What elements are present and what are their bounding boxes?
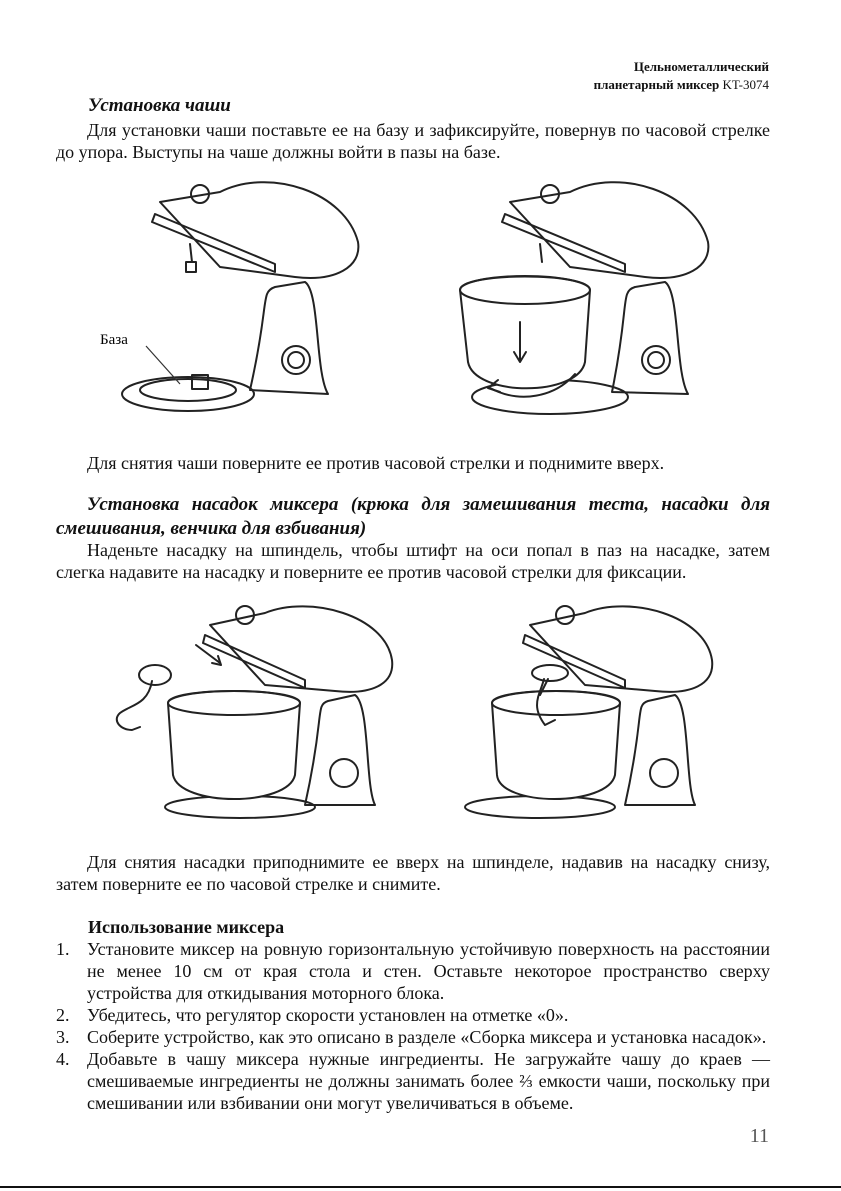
bottom-rule [0, 1186, 841, 1188]
mixer-illustration [122, 182, 358, 411]
header-line-2 [594, 76, 769, 94]
mixer-illustration [465, 606, 712, 818]
section-bowl-title: Установка чаши [88, 95, 231, 116]
list-item-text: Установите миксер на ровную горизонтальную устойчивую поверхность на расстоянии не менее 10 см от края стола и стен. Оставьте некоторое пространство сверху устройства для откидывания моторного блока. [87, 939, 770, 1003]
arrow-down-icon [196, 645, 220, 663]
section-attach-removal: Для снятия насадки приподнимите ее вверх на шпинделе, надавив на насадку снизу, затем поверните ее по часовой стрелке и снимите. [56, 852, 770, 894]
usage-list [56, 938, 770, 1114]
list-item [56, 1026, 770, 1048]
list-item-number: 4. [56, 1049, 70, 1069]
header-line-1: Цельнометаллический [633, 59, 769, 74]
section-usage-title: Использование миксера [88, 917, 285, 937]
list-item [56, 938, 770, 1004]
list-item-text: Убедитесь, что регулятор скорости установлен на отметке «0». [87, 1005, 569, 1025]
list-item [56, 1004, 770, 1026]
list-item-number: 2. [56, 1005, 70, 1025]
section-attach-title: Установка насадок миксера (крюка для замешивания теста, насадки для смешивания, венчика для взбивания) [56, 494, 770, 539]
mixer-illustration [460, 182, 708, 414]
list-item [56, 1048, 770, 1114]
list-item-number: 3. [56, 1027, 70, 1047]
list-item-text: Добавьте в чашу миксера нужные ингредиенты. Не загружайте чашу до краев — смешиваемые ингредиенты не должны занимать более ⅔ емкости чаши, поскольку при смешивании или взбивании они могут увеличиваться в объеме. [87, 1049, 770, 1113]
section-bowl-removal: Для снятия чаши поверните ее против часовой стрелки и поднимите вверх. [87, 453, 665, 473]
mixer-illustration [117, 606, 392, 818]
list-item-text: Соберите устройство, как это описано в разделе «Сборка миксера и установка насадок». [87, 1027, 767, 1047]
header-prefix: планетарный миксер [593, 77, 720, 92]
label-base-text: База [100, 332, 128, 348]
section-attach-text: Наденьте насадку на шпиндель, чтобы штифт на оси попал в паз на насадке, затем слегка надавите на насадку и поверните ее против часовой стрелки для фиксации. [56, 540, 770, 582]
header-model: KT-3074 [722, 77, 769, 92]
document-header [594, 58, 769, 94]
figure-bowl-installation [100, 172, 740, 442]
section-bowl-text: Для установки чаши поставьте ее на базу и зафиксируйте, повернув по часовой стрелке до упора. Выступы на чаше должны войти в пазы на базе. [56, 120, 770, 162]
figure-attachment-installation [100, 595, 740, 820]
page-number: 11 [749, 1125, 769, 1147]
list-item-number: 1. [56, 939, 70, 959]
